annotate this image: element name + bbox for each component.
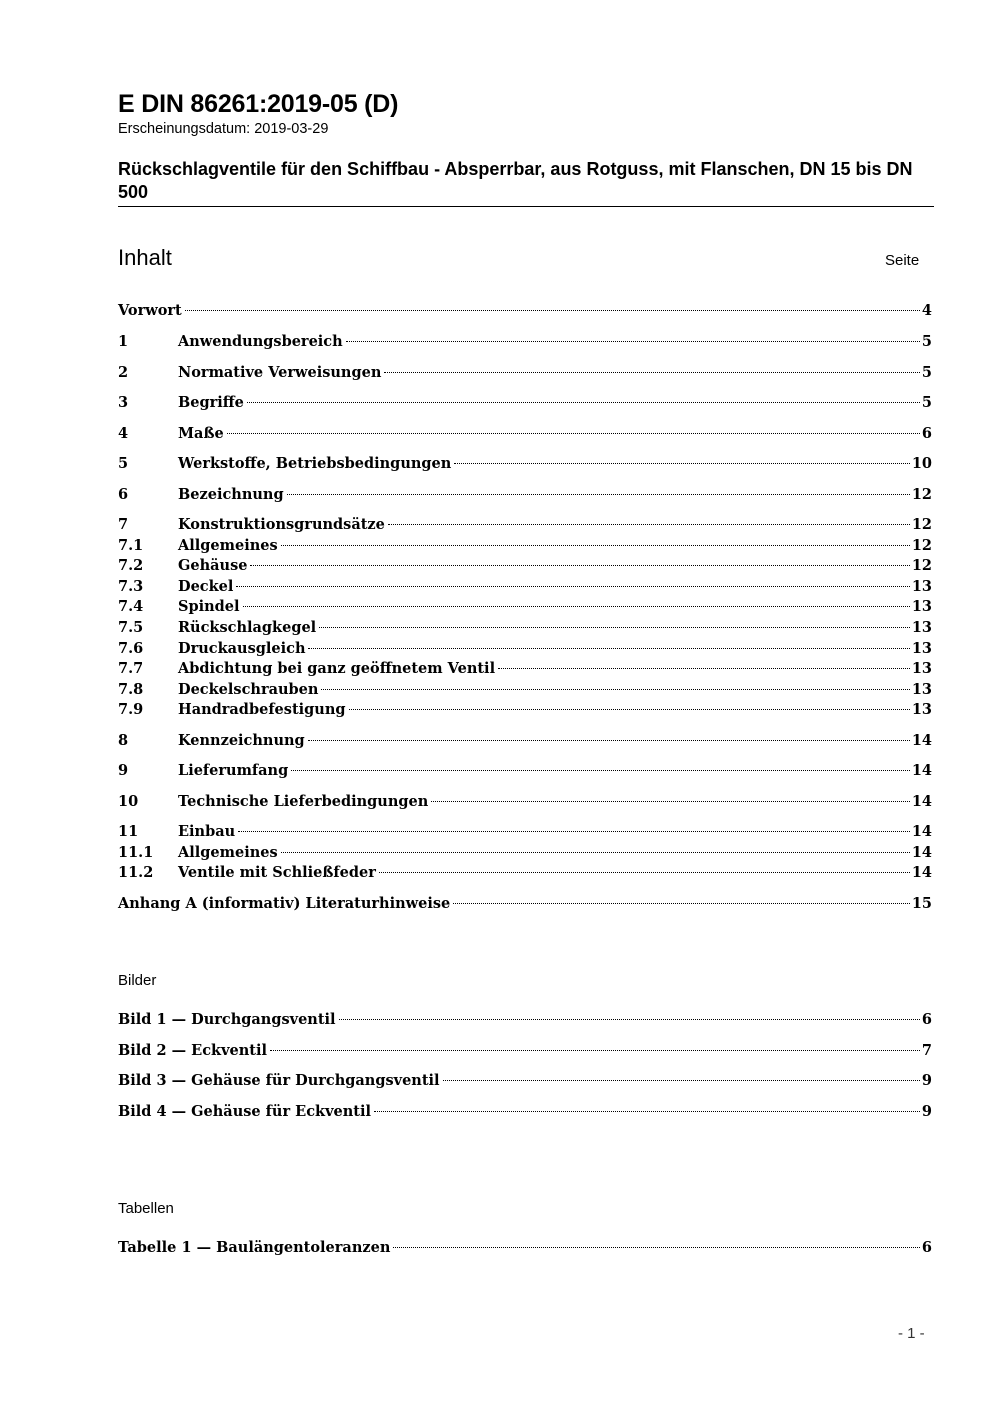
- dot-leader: [308, 740, 910, 741]
- dot-leader: [243, 606, 910, 607]
- dot-leader: [393, 1247, 920, 1248]
- toc-entry[interactable]: [118, 516, 932, 536]
- figure-entry-page: 6: [921, 1011, 932, 1028]
- toc-entry-label: Einbau: [178, 823, 236, 840]
- toc-entry[interactable]: [118, 844, 932, 864]
- toc-entry-page: 14: [911, 762, 932, 779]
- toc-entry-number: 4: [118, 425, 129, 442]
- toc-entry[interactable]: [118, 557, 932, 577]
- dot-leader: [384, 372, 920, 373]
- dot-leader: [443, 1080, 920, 1081]
- toc-entry[interactable]: [118, 681, 932, 701]
- toc-heading: Inhalt: [118, 245, 172, 270]
- toc-entry[interactable]: [118, 425, 932, 445]
- toc-entry-number: 11: [118, 823, 139, 840]
- toc-entry-number: 9: [118, 762, 129, 779]
- toc-entry[interactable]: [118, 762, 932, 782]
- dot-leader: [349, 709, 910, 710]
- document-title: Rückschlagventile für den Schiffbau - Absperrbar, aus Rotguss, mit Flanschen, DN 15 bis DN 500: [118, 159, 913, 202]
- page-number: - 1 -: [898, 1325, 925, 1342]
- figure-entry-page: 9: [921, 1072, 932, 1089]
- toc-entry[interactable]: [118, 823, 932, 843]
- toc-entry-number: 7.6: [118, 640, 144, 657]
- toc-entry-page: 13: [911, 701, 932, 718]
- toc-entry-page: 14: [911, 823, 932, 840]
- toc-entry[interactable]: [118, 640, 932, 660]
- toc-entry-label: Druckausgleich: [178, 640, 306, 657]
- toc-entry-number: 1: [118, 333, 129, 350]
- toc-entry-number: 7.5: [118, 619, 144, 636]
- figure-entry-page: 9: [921, 1103, 932, 1120]
- figure-entry[interactable]: [118, 1042, 932, 1062]
- toc-entry-number: 11.2: [118, 864, 154, 881]
- dot-leader: [236, 586, 909, 587]
- toc-entry-number: 7: [118, 516, 129, 533]
- toc-entry-label: Allgemeines: [178, 844, 278, 861]
- toc-entry[interactable]: [118, 619, 932, 639]
- dot-leader: [498, 668, 910, 669]
- toc-entry-page: 4: [921, 302, 932, 319]
- toc-entry-page: 13: [911, 640, 932, 657]
- dot-leader: [374, 1111, 920, 1112]
- figure-entry-label: Bild 4 — Gehäuse für Eckventil: [118, 1103, 371, 1120]
- dot-leader: [319, 627, 910, 628]
- figure-entry[interactable]: [118, 1072, 932, 1092]
- figures-heading: Bilder: [118, 972, 157, 989]
- toc-entry-page: 13: [911, 660, 932, 677]
- toc-entry-label: Vorwort: [118, 302, 182, 319]
- table-entry[interactable]: [118, 1239, 932, 1259]
- toc-entry-label: Deckelschrauben: [178, 681, 319, 698]
- toc-entry-page: 13: [911, 681, 932, 698]
- dot-leader: [238, 831, 910, 832]
- toc-entry-page: 13: [911, 578, 932, 595]
- dot-leader: [281, 545, 910, 546]
- figure-entry-page: 7: [921, 1042, 932, 1059]
- toc-entry-number: 2: [118, 364, 129, 381]
- toc-entry-page: 14: [911, 793, 932, 810]
- toc-entry-page: 10: [911, 455, 932, 472]
- toc-entry-label: Anwendungsbereich: [178, 333, 343, 350]
- toc-entry[interactable]: [118, 578, 932, 598]
- toc-entry-number: 7.3: [118, 578, 144, 595]
- toc-entry[interactable]: [118, 701, 932, 721]
- dot-leader: [308, 648, 909, 649]
- toc-entry-page: 5: [921, 333, 932, 350]
- toc-entry[interactable]: [118, 793, 932, 813]
- toc-entry-label: Lieferumfang: [178, 762, 289, 779]
- toc-entry[interactable]: [118, 660, 932, 680]
- toc-entry-label: Technische Lieferbedingungen: [178, 793, 429, 810]
- toc-entry-label: Konstruktionsgrundsätze: [178, 516, 385, 533]
- dot-leader: [431, 801, 910, 802]
- toc-entry-page: 5: [921, 394, 932, 411]
- dot-leader: [291, 770, 910, 771]
- figure-entry-label: Bild 2 — Eckventil: [118, 1042, 267, 1059]
- toc-entry-number: 3: [118, 394, 129, 411]
- publication-date: Erscheinungsdatum: 2019-03-29: [118, 121, 329, 137]
- dot-leader: [454, 463, 910, 464]
- toc-entry-label: Kennzeichnung: [178, 732, 305, 749]
- toc-entry[interactable]: [118, 302, 932, 322]
- toc-entry-number: 7.2: [118, 557, 144, 574]
- dot-leader: [250, 565, 909, 566]
- toc-entry-label: Rückschlagkegel: [178, 619, 317, 636]
- dot-leader: [270, 1050, 920, 1051]
- toc-entry-label: Maße: [178, 425, 224, 442]
- toc-entry-number: 7.1: [118, 537, 144, 554]
- tables-heading: Tabellen: [118, 1200, 174, 1217]
- toc-entry-label: Abdichtung bei ganz geöffnetem Ventil: [178, 660, 496, 677]
- toc-entry-label: Anhang A (informativ) Literaturhinweise: [118, 895, 451, 912]
- toc-entry-page: 5: [921, 364, 932, 381]
- toc-entry-label: Spindel: [178, 598, 240, 615]
- dot-leader: [346, 341, 920, 342]
- toc-entry-page: 13: [911, 598, 932, 615]
- figure-entry[interactable]: [118, 1011, 932, 1031]
- toc-entry-page: 13: [911, 619, 932, 636]
- toc-entry-number: 7.4: [118, 598, 144, 615]
- toc-entry-label: Allgemeines: [178, 537, 278, 554]
- toc-entry[interactable]: [118, 364, 932, 384]
- page-column-label: Seite: [885, 252, 920, 269]
- dot-leader: [339, 1019, 920, 1020]
- figure-entry-label: Bild 3 — Gehäuse für Durchgangsventil: [118, 1072, 440, 1089]
- toc-entry[interactable]: [118, 486, 932, 506]
- dot-leader: [247, 402, 920, 403]
- toc-entry-number: 7.8: [118, 681, 144, 698]
- toc-entry-label: Gehäuse: [178, 557, 248, 574]
- dot-leader: [287, 494, 910, 495]
- toc-entry-page: 12: [911, 516, 932, 533]
- toc-entry-page: 15: [911, 895, 932, 912]
- toc-entry[interactable]: [118, 333, 932, 353]
- toc-entry-label: Deckel: [178, 578, 234, 595]
- dot-leader: [379, 872, 910, 873]
- dot-leader: [227, 433, 920, 434]
- toc-entry-label: Bezeichnung: [178, 486, 284, 503]
- toc-entry-label: Handradbefestigung: [178, 701, 346, 718]
- toc-entry[interactable]: [118, 732, 932, 752]
- dot-leader: [388, 524, 910, 525]
- table-entry-label: Tabelle 1 — Baulängentoleranzen: [118, 1239, 391, 1256]
- dot-leader: [281, 852, 910, 853]
- toc-entry-page: 12: [911, 557, 932, 574]
- dot-leader: [185, 310, 920, 311]
- toc-entry-number: 5: [118, 455, 129, 472]
- figure-entry[interactable]: [118, 1103, 932, 1123]
- toc-entry[interactable]: [118, 864, 932, 884]
- toc-entry-page: 14: [911, 732, 932, 749]
- toc-entry[interactable]: [118, 455, 932, 475]
- toc-entry-page: 12: [911, 537, 932, 554]
- document-id: E DIN 86261:2019-05 (D): [118, 90, 399, 118]
- dot-leader: [453, 903, 910, 904]
- figure-entry-label: Bild 1 — Durchgangsventil: [118, 1011, 336, 1028]
- table-entry-page: 6: [921, 1239, 932, 1256]
- toc-entry-label: Ventile mit Schließfeder: [178, 864, 376, 881]
- toc-entry-page: 6: [921, 425, 932, 442]
- toc-entry-page: 14: [911, 864, 932, 881]
- toc-entry-label: Normative Verweisungen: [178, 364, 382, 381]
- toc-entry[interactable]: [118, 394, 932, 414]
- dot-leader: [321, 689, 909, 690]
- toc-entry-label: Begriffe: [178, 394, 244, 411]
- toc-entry-number: 10: [118, 793, 139, 810]
- toc-entry-number: 6: [118, 486, 129, 503]
- toc-entry[interactable]: [118, 895, 932, 915]
- toc-entry-number: 8: [118, 732, 129, 749]
- toc-entry-number: 7.9: [118, 701, 144, 718]
- toc-entry[interactable]: [118, 537, 932, 557]
- toc-entry-page: 14: [911, 844, 932, 861]
- toc-entry-page: 12: [911, 486, 932, 503]
- title-divider: [118, 206, 934, 207]
- toc-entry-number: 11.1: [118, 844, 154, 861]
- toc-entry[interactable]: [118, 598, 932, 618]
- toc-entry-number: 7.7: [118, 660, 144, 677]
- toc-entry-label: Werkstoffe, Betriebsbedingungen: [178, 455, 452, 472]
